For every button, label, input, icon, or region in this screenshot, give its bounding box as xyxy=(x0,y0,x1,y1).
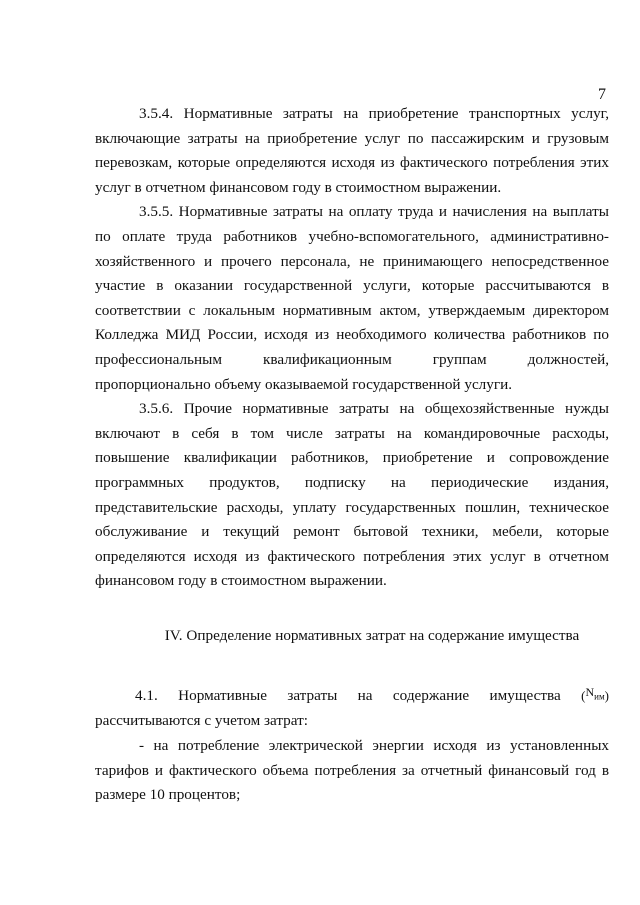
paragraph-4-1 xyxy=(95,680,609,709)
page-number: 7 xyxy=(598,86,606,103)
paragraph-3-5-4: 3.5.4. Нормативные затраты на приобретение транспортных услуг, включающие затраты на приобретение услуг по пассажирским и грузовым перевозкам, которые определяются исходя из фактического потребления этих услуг в отчетном финансовом году в стоимостном выражении. xyxy=(95,105,609,196)
paragraph-3-5-6: 3.5.6. Прочие нормативные затраты на общехозяйственные нужды включают в себя в том числе затраты на командировочные расходы, повышение квалификации работников, приобретение и сопровождение программных продуктов, подписку на периодические издания, представительские расходы, уплату государственных пошлин, техническое обслуживание и текущий ремонт бытовой техники, мебели, которые определяются исходя из фактического потребления этих услуг в отчетном финансовом году в стоимостном выражении. xyxy=(95,400,609,590)
paragraph-3-5-5: 3.5.5. Нормативные затраты на оплату труда и начисления на выплаты по оплате труда работников учебно-вспомогательного, административно-хозяйственного и прочего персонала, не принимающего непосредственное участие в оказании государственной услуги, которые рассчитываются в соответствии с локальным нормативным актом, утверждаемым директором Колледжа МИД России, исходя из необходимого количества работников по профессиональным квалификационным группам должностей, пропорционально объему оказываемой государственной услуги. xyxy=(95,203,609,393)
list-item-electricity: - на потребление электрической энергии исходя из установленных тарифов и фактического объема потребления за отчетный финансовый год в размере 10 процентов; xyxy=(95,737,609,804)
document-body xyxy=(95,102,609,808)
paragraph-4-1-text: 4.1. Нормативные затраты на содержание имущества xyxy=(135,687,561,705)
section-heading-iv: IV. Определение нормативных затрат на содержание имущества xyxy=(164,626,580,644)
paragraph-4-1-continuation: рассчитываются с учетом затрат: xyxy=(95,712,308,730)
formula-n-im: ($^{N_{им}}$) xyxy=(581,685,609,704)
